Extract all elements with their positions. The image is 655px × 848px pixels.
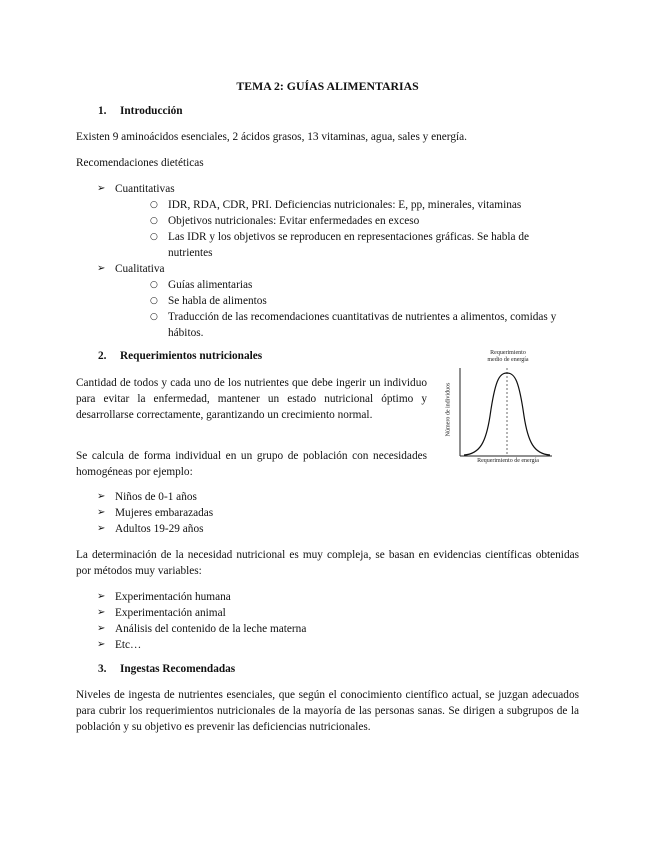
- recommendations-list: [97, 181, 562, 341]
- list-item-text: Experimentación humana: [115, 591, 231, 603]
- circle-bullet-icon: ○: [150, 296, 158, 306]
- y-axis-label: Número de individuos: [445, 382, 452, 437]
- sublist-item-text: Guías alimentarias: [168, 279, 253, 291]
- x-axis-label: Requerimiento de energía: [477, 458, 539, 464]
- bell-curve-graphic: [440, 346, 555, 471]
- sublist-item-text: Traducción de las recomendaciones cuantitativas de nutrientes a alimentos, comidas y hábitos.: [168, 311, 557, 339]
- sublist: [115, 197, 562, 261]
- arrow-bullet-icon: ➢: [97, 263, 106, 274]
- arrow-bullet-icon: ➢: [97, 639, 106, 650]
- list-item-text: Adultos 19-29 años: [115, 523, 204, 535]
- list-item-text: Mujeres embarazadas: [115, 507, 214, 519]
- arrow-bullet-icon: ➢: [97, 591, 106, 602]
- sublist: [115, 277, 562, 341]
- list-item: [97, 621, 447, 637]
- list-item-text: Niños de 0-1 años: [115, 491, 197, 503]
- list-item-text: Análisis del contenido de la leche materna: [115, 623, 307, 635]
- circle-bullet-icon: ○: [150, 312, 158, 322]
- requirements-paragraph-1: Cantidad de todos y cada uno de los nutrientes que debe ingerir un individuo para evitar la enfermedad, mantener un estado nutricional óptimo y desarrollarse correctamente, garantizando un crecimiento normal.: [76, 377, 427, 421]
- arrow-bullet-icon: ➢: [97, 607, 106, 618]
- sublist-item: [150, 229, 562, 261]
- circle-bullet-icon: ○: [150, 216, 158, 226]
- recommendations-subheading: Recomendaciones dietéticas: [76, 157, 204, 169]
- sublist-item-text: Objetivos nutricionales: Evitar enfermedades en exceso: [168, 215, 420, 227]
- sublist-item: [150, 197, 562, 213]
- sublist-item: [150, 309, 562, 341]
- list-item-text: Etc…: [115, 639, 142, 651]
- peak-label-line: medio de energía: [487, 357, 529, 363]
- list-item: [97, 505, 397, 521]
- list-item: [97, 637, 447, 653]
- peak-label: [482, 350, 534, 364]
- list-item: [97, 261, 562, 341]
- arrow-bullet-icon: ➢: [97, 491, 106, 502]
- peak-label-line: Requerimiento: [490, 350, 526, 356]
- list-item: [97, 521, 397, 537]
- requirements-paragraph-3: La determinación de la necesidad nutricional es muy compleja, se basan en evidencias científicas obtenidas por métodos muy variables:: [76, 549, 579, 577]
- population-examples-list: [97, 489, 397, 537]
- ingestas-paragraph: Niveles de ingesta de nutrientes esenciales, que según el conocimiento científico actual, se juzgan adecuados para cubrir los requerimientos nutricionales de la mayoría de las personas sanas. Se dirigen a subgrupos de la población y su objetivo es prevenir las deficiencias nutricionales.: [76, 689, 579, 733]
- circle-bullet-icon: ○: [150, 200, 158, 210]
- section-number: 3.: [98, 663, 107, 675]
- list-item-label: Cualitativa: [115, 263, 165, 275]
- sublist-item: [150, 293, 562, 309]
- section-heading-requerimientos: [98, 348, 262, 364]
- arrow-bullet-icon: ➢: [97, 623, 106, 634]
- section-title: Introducción: [120, 105, 183, 117]
- section-title: Ingestas Recomendadas: [120, 663, 236, 675]
- sublist-item-text: Se habla de alimentos: [168, 295, 267, 307]
- list-item: [97, 589, 447, 605]
- section-heading-introduccion: [98, 103, 183, 119]
- intro-paragraph: Existen 9 aminoácidos esenciales, 2 ácidos grasos, 13 vitaminas, agua, sales y energía.: [76, 131, 467, 143]
- methods-list: [97, 589, 447, 653]
- circle-bullet-icon: ○: [150, 232, 158, 242]
- list-item-label: Cuantitativas: [115, 183, 175, 195]
- arrow-bullet-icon: ➢: [97, 523, 106, 534]
- section-number: 2.: [98, 350, 107, 362]
- section-title: Requerimientos nutricionales: [120, 350, 263, 362]
- list-item-text: Experimentación animal: [115, 607, 226, 619]
- sublist-item: [150, 213, 562, 229]
- sublist-item-text: Las IDR y los objetivos se reproducen en representaciones gráficas. Se habla de nutrientes: [168, 231, 530, 259]
- circle-bullet-icon: ○: [150, 280, 158, 290]
- list-item: [97, 489, 397, 505]
- list-item: [97, 605, 447, 621]
- section-number: 1.: [98, 105, 107, 117]
- energy-requirement-figure: [440, 346, 555, 471]
- sublist-item: [150, 277, 562, 293]
- arrow-bullet-icon: ➢: [97, 507, 106, 518]
- section-heading-ingestas: [98, 661, 235, 677]
- document-title: TEMA 2: GUÍAS ALIMENTARIAS: [236, 79, 419, 93]
- sublist-item-text: IDR, RDA, CDR, PRI. Deficiencias nutricionales: E, pp, minerales, vitaminas: [168, 199, 522, 211]
- list-item: [97, 181, 562, 261]
- arrow-bullet-icon: ➢: [97, 183, 106, 194]
- requirements-paragraph-2: Se calcula de forma individual en un grupo de población con necesidades homogéneas por ejemplo:: [76, 450, 427, 478]
